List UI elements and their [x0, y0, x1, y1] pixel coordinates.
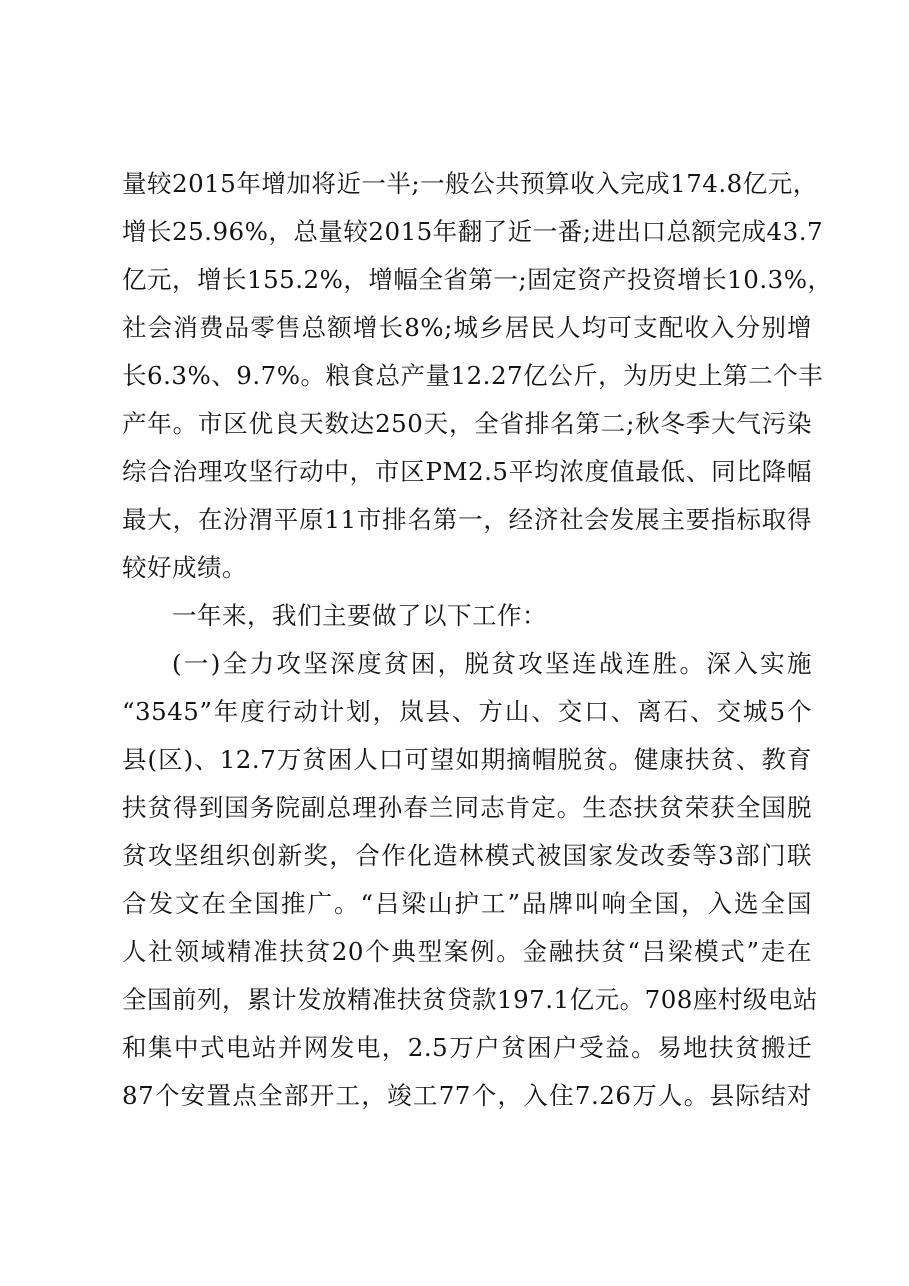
body-text-line: 长6.3%、9.7%。粮食总产量12.27亿公斤，为历史上第二个丰: [122, 361, 824, 390]
body-text-line: 综合治理攻坚行动中，市区PM2.5平均浓度值最低、同比降幅: [122, 457, 812, 486]
body-text-line: 最大，在汾渭平原11市排名第一，经济社会发展主要指标取得: [122, 505, 812, 534]
body-text-line: 全国前列，累计发放精准扶贫贷款197.1亿元。708座村级电站: [122, 985, 818, 1014]
body-text-line: 合发文在全国推广。“吕梁山护工”品牌叫响全国，入选全国: [122, 889, 812, 918]
body-text-line: 增长25.96%，总量较2015年翻了近一番;进出口总额完成43.7: [122, 217, 824, 246]
body-text-line: 贫攻坚组织创新奖，合作化造林模式被国家发改委等3部门联: [122, 841, 812, 870]
body-text-line: 人社领域精准扶贫20个典型案例。金融扶贫“吕梁模式”走在: [122, 937, 812, 966]
body-text-line: 产年。市区优良天数达250天，全省排名第二;秋冬季大气污染: [122, 409, 812, 438]
body-text-line: 和集中式电站并网发电，2.5万户贫困户受益。易地扶贫搬迁: [122, 1033, 812, 1062]
body-text-line: 量较2015年增加将近一半;一般公共预算收入完成174.8亿元，: [122, 169, 818, 198]
body-text-line: “3545”年度行动计划，岚县、方山、交口、离石、交城5个: [122, 697, 812, 726]
paragraph-intro-line: 一年来，我们主要做了以下工作：: [172, 601, 547, 630]
body-text-line: 较好成绩。: [122, 553, 247, 582]
body-text-line: 县(区)、12.7万贫困人口可望如期摘帽脱贫。健康扶贫、教育: [122, 745, 812, 774]
body-text-line: 87个安置点全部开工，竣工77个，入住7.26万人。县际结对: [122, 1081, 812, 1110]
section-heading-line: (一)全力攻坚深度贫困，脱贫攻坚连战连胜。深入实施: [172, 649, 812, 678]
body-text-line: 社会消费品零售总额增长8%;城乡居民人均可支配收入分别增: [122, 313, 812, 342]
body-text-line: 亿元，增长155.2%，增幅全省第一;固定资产投资增长10.3%，: [122, 265, 833, 294]
body-text-line: 扶贫得到国务院副总理孙春兰同志肯定。生态扶贫荣获全国脱: [122, 793, 812, 822]
